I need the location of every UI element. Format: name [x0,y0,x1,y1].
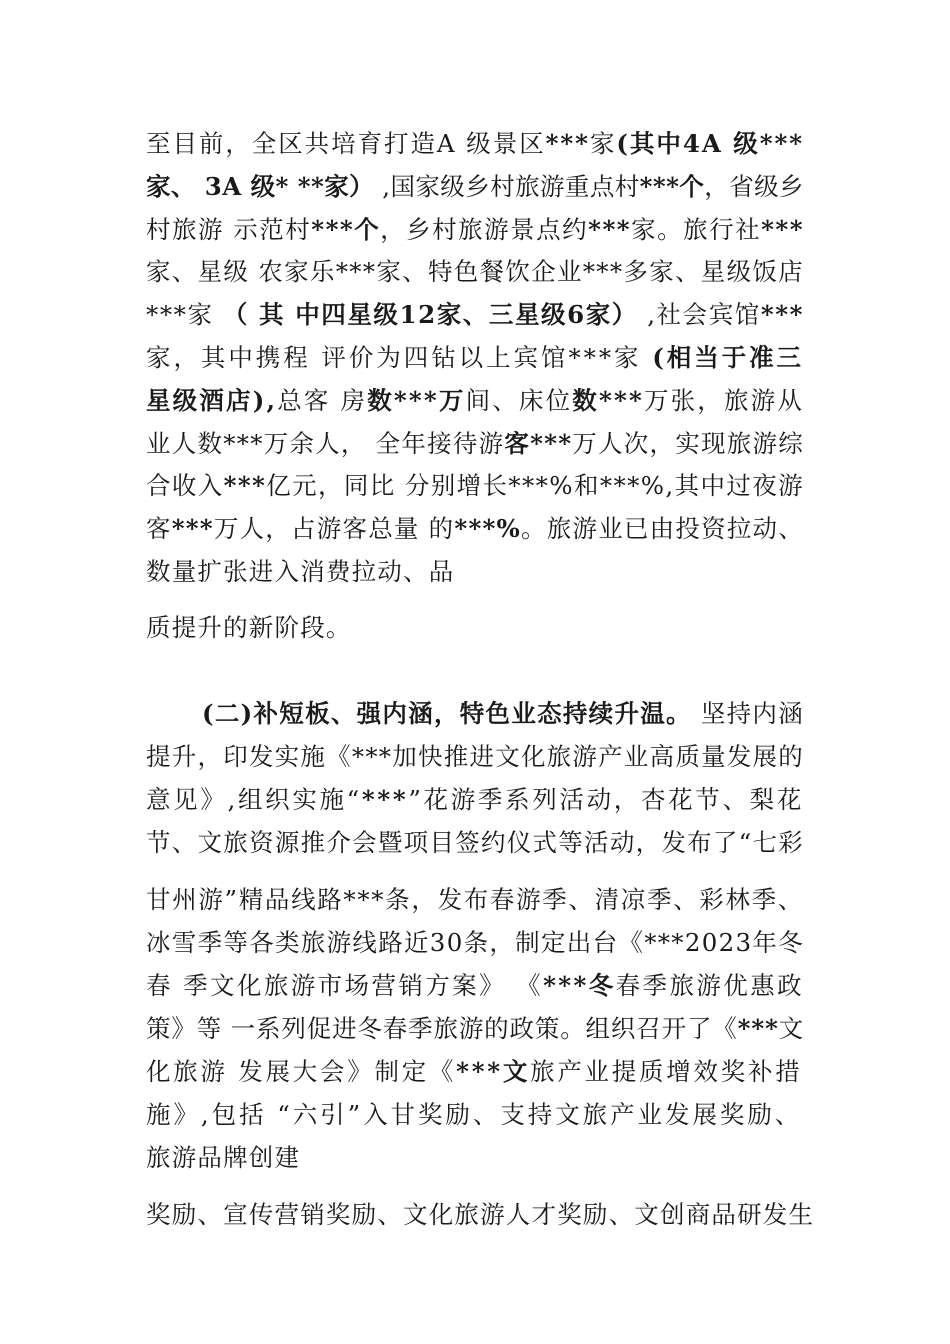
bold-run: *** [761,215,805,244]
bold-run: 星级酒店), [146,386,278,415]
bold-run: (其中4A 级*** [616,129,804,158]
text-run: 施》,包括 “六引”入甘奖励、支持文旅产业发展奖励、 [146,1100,803,1129]
text-run: 质提升的新阶段。 [146,613,352,642]
text-run: 提升，印发实施《***加快推进文化旅游产业高质量发展的 [146,742,804,771]
text-run: 文 [778,1014,804,1043]
bold-run: *** [545,129,590,158]
text-run: 。旅游业已由投资拉动、 [521,514,805,543]
bold-run: *** [588,215,632,244]
text-line [146,298,804,332]
text-line [146,469,804,503]
text-line [146,926,804,960]
bold-run: *** [223,471,267,500]
text-line [146,213,804,247]
text-run: 家 [589,129,617,158]
text-run: 旅产业提质增效奖补措 [530,1057,803,1086]
text-run: 万人，占游客总量 的 [213,514,455,543]
text-line [146,341,804,375]
text-line [146,1055,802,1089]
text-line [146,255,804,289]
text-run: 至目前，全区共培育打造A 级景区 [146,129,546,158]
text-run: 旅游品牌创建 [146,1143,301,1172]
text-line [146,127,804,161]
text-run: 间、床位 [465,386,573,415]
text-line [146,783,804,817]
text-line [146,740,804,774]
text-run: ”花游季系列活动，杏花节、梨花 [408,785,804,814]
bold-run: 数***万 [367,386,466,415]
text-line [146,969,804,1003]
text-line [146,826,804,860]
text-run: ，省级乡 [704,172,804,201]
text-run: 万张，旅游从 [643,386,805,415]
bold-run: *** [737,1014,779,1043]
text-run: 数量扩张进入消费拉动、品 [146,557,455,586]
text-run: 策》等 一系列促进冬春季旅游的政策。组织召开了《 [146,1014,738,1043]
text-run: ,社会宾馆 [637,300,761,329]
text-run: 万人次，实现旅游综 [572,429,804,458]
text-run: 合收入 [146,471,224,500]
bold-run: *** [760,300,804,329]
text-run: 奖励、宣传营销奖励、文化旅游人才奖励、文创商品研发生 [146,1200,815,1229]
bold-run: ***冬 [543,971,616,1000]
bold-run: ***个 [311,215,381,244]
text-line [146,883,804,917]
bold-run: ***% [454,514,522,543]
text-run: 春季旅游优惠政 [615,971,804,1000]
text-run: 家，其中携程 评价为四钻以上宾馆***家 [146,343,653,372]
text-run: ,国家级乡村旅游重点村 [374,172,640,201]
text-run: 坚持内涵 [691,699,804,728]
text-run: 客 [146,514,172,543]
bold-run: ***文 [456,1057,531,1086]
text-run: 亿元，同比 分别增长***%和***%,其中过夜游 [266,471,804,500]
text-run: 家、星级 农家乐***家、特色餐饮企业***多家、星级饭店 [146,257,804,286]
text-run: 冰雪季等各类旅游线路近30条，制定出台《***2023年冬 [146,928,804,957]
text-line [146,555,454,589]
text-run: ，乡村旅游景点约 [380,215,589,244]
bold-run: *** [171,514,214,543]
bold-run: *** [361,785,409,814]
text-run: 意见》,组织实施“ [146,785,362,814]
text-run: 节、文旅资源推介会暨项目签约仪式等活动，发布了“七彩 [146,828,804,857]
text-run: 村旅游 示范村 [146,215,312,244]
text-line [202,697,804,731]
text-line [146,1098,802,1132]
bold-run: 客*** [504,429,573,458]
text-line [146,170,804,204]
bold-run: (二)补短板、强内涵，特色业态持续升温。 [202,699,692,728]
bold-run: 数*** [572,386,644,415]
text-line [146,512,804,546]
text-line [146,427,804,461]
text-run: ***家 [146,300,223,329]
text-run: 业人数***万余人， 全年接待游 [146,429,505,458]
text-line [146,611,352,645]
bold-run: (相当于准三 [652,343,804,372]
text-line [146,1012,804,1046]
bold-run: （ 其 中四星级12家、三星级6家） [222,300,638,329]
text-run: 甘州游”精品线路***条，发布春游季、清凉季、彩林季、 [146,885,804,914]
text-run: 春 季文化旅游市场营销方案》 《 [146,971,544,1000]
bold-run: 家、 3A 级* **家） [146,172,375,201]
text-run: 总客 房 [277,386,368,415]
text-line [146,384,804,418]
text-run: 家。旅行社 [631,215,762,244]
text-run: 化旅游 发展大会》制定《 [146,1057,457,1086]
bold-run: ***个 [639,172,705,201]
text-line [146,1141,300,1175]
text-line [146,1198,814,1232]
